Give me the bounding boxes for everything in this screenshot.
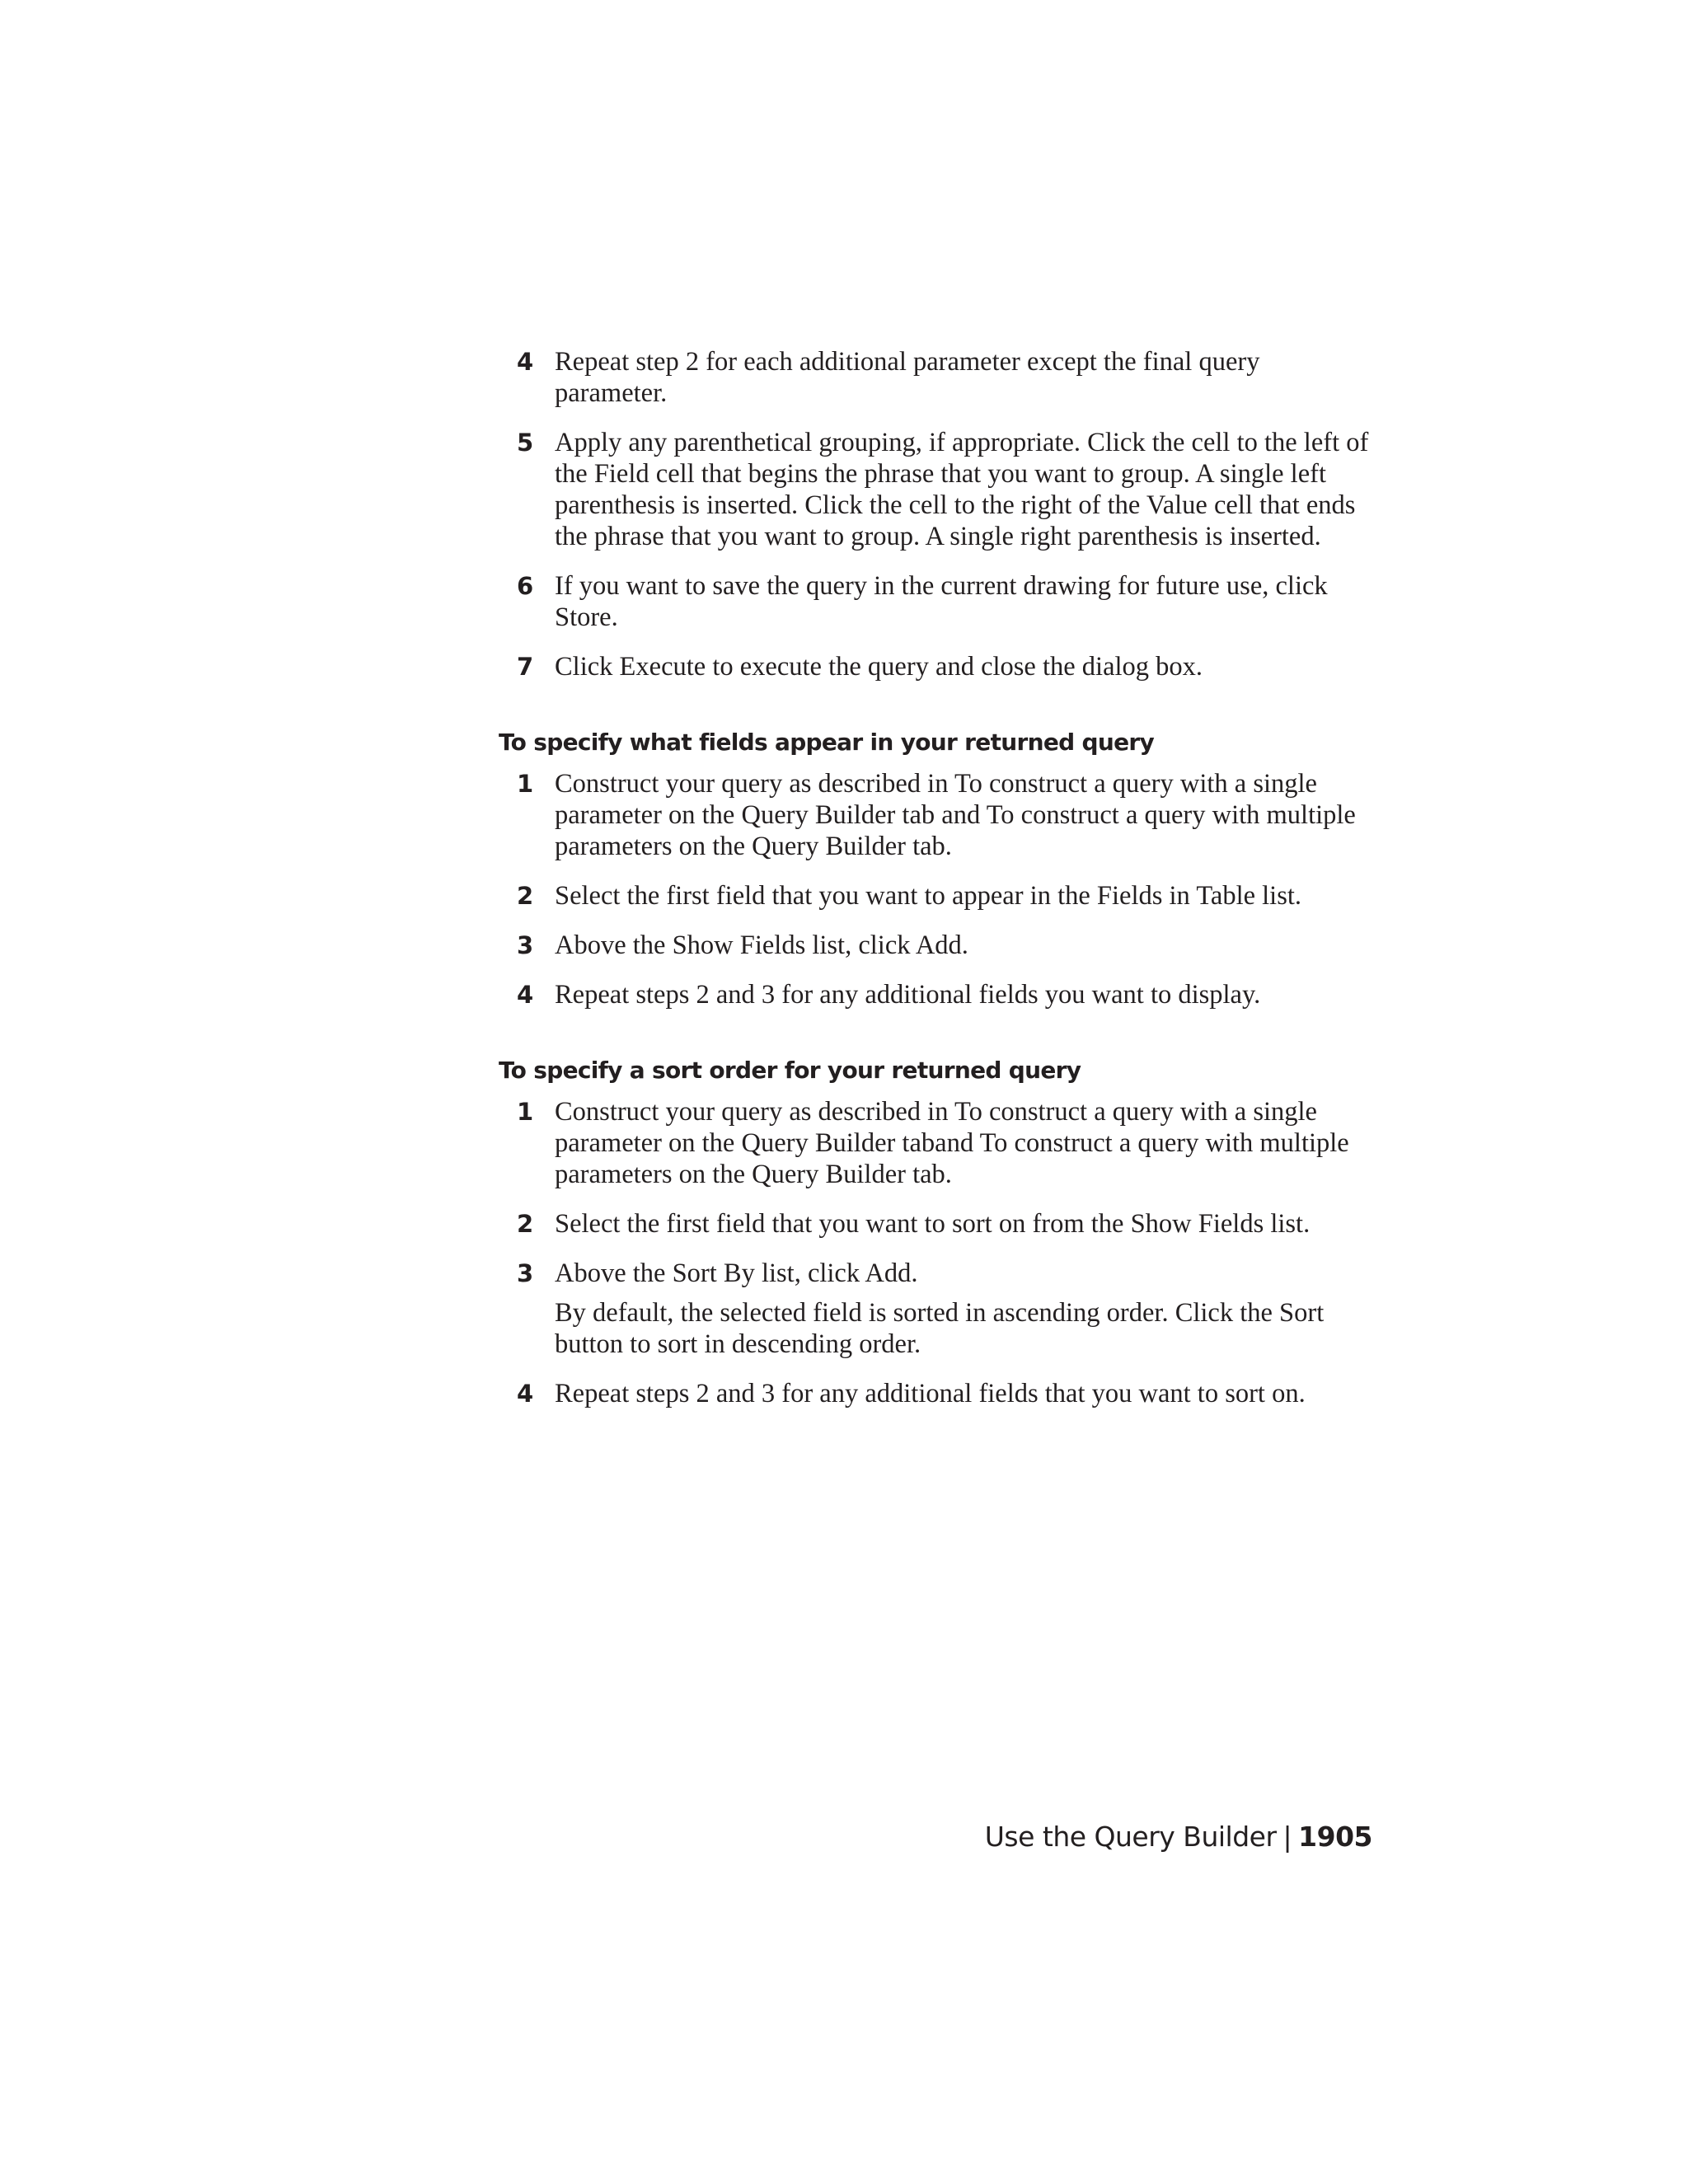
step-text: Repeat step 2 for each additional parameter except the final query parameter. — [555, 347, 1260, 408]
list-item — [499, 570, 1372, 633]
list-item — [499, 1378, 1372, 1409]
step-number: 4 — [517, 981, 534, 1009]
step-number: 4 — [517, 1380, 534, 1408]
intro-step-list — [499, 346, 1372, 682]
step-body — [555, 1258, 1372, 1360]
list-item — [499, 346, 1372, 409]
step-text: Construct your query as described in To construct a query with a single parameter on the Query Builder taband To construct a query with multiple parameters on the Query Builder tab. — [555, 1097, 1349, 1189]
step-text: Construct your query as described in To construct a query with a single parameter on the Query Builder tab and To construct a query with multiple parameters on the Query Builder tab. — [555, 769, 1356, 861]
step-text: Click Execute to execute the query and close the dialog box. — [555, 652, 1203, 682]
list-item — [499, 1258, 1372, 1360]
step-body — [555, 346, 1372, 409]
step-number: 6 — [517, 572, 534, 600]
step-text: Repeat steps 2 and 3 for any additional fields that you want to sort on. — [555, 1379, 1306, 1408]
step-text: Select the first field that you want to sort on from the Show Fields list. — [555, 1209, 1311, 1239]
page-footer — [985, 1819, 1372, 1855]
page-number: 1905 — [1298, 1821, 1372, 1853]
list-item — [499, 1096, 1372, 1190]
step-number: 4 — [517, 348, 534, 376]
step-number: 5 — [517, 429, 534, 457]
step-text: Apply any parenthetical grouping, if appropriate. Click the cell to the left of the Field cell that begins the phrase that you want to group. A single left parenthesis is inserted. Click the cell to the right of the Value cell that ends the phrase that you want to group. A single right parenthesis is inserted. — [555, 428, 1369, 551]
step-body — [555, 930, 1372, 961]
step-text: Above the Show Fields list, click Add. — [555, 930, 968, 960]
step-text: Repeat steps 2 and 3 for any additional fields you want to display. — [555, 980, 1261, 1010]
list-item — [499, 651, 1372, 682]
step-body — [555, 651, 1372, 682]
sort-section-heading: To specify a sort order for your returned query — [499, 1057, 1081, 1084]
list-item — [499, 930, 1372, 961]
step-body — [555, 768, 1372, 862]
step-body — [555, 1378, 1372, 1409]
list-item — [499, 1208, 1372, 1240]
footer-section-title: Use the Query Builder — [984, 1821, 1277, 1853]
step-number: 3 — [517, 931, 534, 959]
sort-step-list — [499, 1096, 1372, 1409]
step-number: 1 — [517, 770, 534, 798]
step-body — [555, 979, 1372, 1010]
step-number: 7 — [517, 653, 534, 681]
fields-step-list — [499, 768, 1372, 1010]
step-body — [555, 570, 1372, 633]
list-item — [499, 979, 1372, 1010]
step-body — [555, 1096, 1372, 1190]
step-number: 1 — [517, 1098, 534, 1126]
footer-separator: | — [1282, 1821, 1292, 1853]
step-text: If you want to save the query in the current drawing for future use, click Store. — [555, 571, 1328, 632]
page-content — [499, 346, 1372, 1427]
step-note: By default, the selected field is sorted in ascending order. Click the Sort button to sort in descending order. — [555, 1298, 1325, 1359]
step-body — [555, 1208, 1372, 1240]
step-number: 3 — [517, 1259, 534, 1287]
step-body — [555, 427, 1372, 552]
list-item — [499, 880, 1372, 912]
step-number: 2 — [517, 882, 534, 910]
step-body — [555, 880, 1372, 912]
fields-section-heading: To specify what fields appear in your returned query — [499, 729, 1155, 756]
step-text: Select the first field that you want to appear in the Fields in Table list. — [555, 881, 1302, 911]
step-number: 2 — [517, 1210, 534, 1238]
list-item — [499, 768, 1372, 862]
step-text: Above the Sort By list, click Add. — [555, 1258, 918, 1288]
list-item — [499, 427, 1372, 552]
